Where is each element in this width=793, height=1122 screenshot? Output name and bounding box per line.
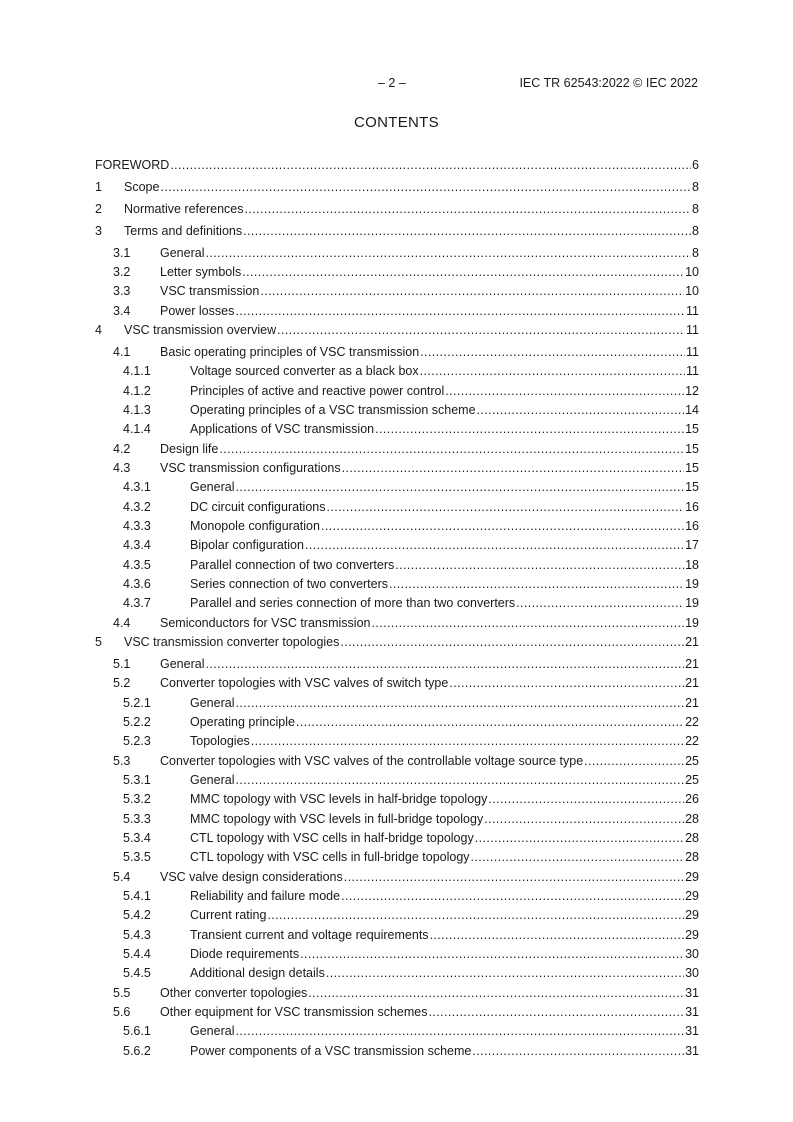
toc-entry[interactable] [95,657,699,676]
dot-leader [160,180,691,194]
toc-entry-number: 3.4 [113,303,131,318]
toc-entry-title: MMC topology with VSC levels in half-bridge topology [190,792,488,807]
dot-leader [305,538,684,552]
toc-entry[interactable] [95,246,699,265]
toc-entry-page: 21 [685,656,699,671]
toc-entry-number: 4.1.4 [123,422,151,437]
toc-entry-title: Parallel and series connection of more than two converters [190,596,516,611]
dot-leader [475,831,684,845]
toc-entry-page: 6 [692,158,699,172]
toc-entry[interactable] [95,773,699,792]
toc-entry-number: 4.1 [113,344,131,359]
toc-entry[interactable] [95,384,699,403]
toc-entry[interactable] [95,224,699,246]
toc-entry-number: 5.2.1 [123,695,151,710]
toc-entry[interactable] [95,889,699,908]
toc-entry-number: 5.2.2 [123,714,151,729]
toc-entry-page: 15 [685,441,699,456]
toc-entry-title: Current rating [190,908,267,923]
toc-entry-page: 30 [685,966,699,981]
toc-entry-title: Additional design details [190,966,325,981]
toc-entry-title: Scope [124,179,160,194]
toc-entry-number: 5.3 [113,753,131,768]
toc-entry-number: 4.1.3 [123,402,151,417]
dot-leader [260,284,684,298]
toc-entry[interactable] [95,635,699,657]
toc-entry-title: Principles of active and reactive power control [190,383,445,398]
toc-entry[interactable] [95,812,699,831]
toc-entry-page: 17 [685,538,699,553]
dot-leader [341,889,684,903]
toc-entry[interactable] [95,696,699,715]
dot-leader [321,519,684,533]
dot-leader [449,676,684,690]
dot-leader [484,812,684,826]
toc-entry[interactable] [95,180,699,202]
toc-entry-page: 14 [685,402,699,417]
toc-entry-page: 21 [685,676,699,691]
toc-entry[interactable] [95,986,699,1005]
toc-entry-page: 10 [685,264,699,279]
toc-entry-title: Basic operating principles of VSC transmission [160,344,420,359]
toc-entry[interactable] [95,519,699,538]
toc-entry-number: 4.3.3 [123,518,151,533]
toc-entry-title: Normative references [124,201,244,216]
toc-entry-number: 5.2 [113,676,131,691]
dot-leader [584,754,684,768]
toc-entry-number: 3.1 [113,245,131,260]
toc-entry-title: DC circuit configurations [190,499,326,514]
toc-entry[interactable] [95,676,699,695]
toc-entry-title: Reliability and failure mode [190,889,341,903]
toc-entry-title: VSC transmission overview [124,322,277,337]
dot-leader [420,345,685,359]
toc-entry[interactable] [95,500,699,519]
dot-leader [472,1044,684,1058]
dot-leader [243,224,691,238]
toc-entry-title: Operating principle [190,714,295,729]
toc-entry-number: 5.4 [113,869,131,884]
toc-entry-number: 5.4.2 [123,908,151,923]
toc-entry-title: Other converter topologies [160,985,308,1000]
toc-entry-title: VSC transmission configurations [160,460,341,475]
toc-entry-number: 4 [95,322,102,337]
page-number: – 2 – [378,76,406,90]
dot-leader [516,596,684,610]
toc-entry-title: Voltage sourced converter as a black box [190,364,419,379]
toc-entry-title: Terms and definitions [124,223,243,238]
toc-entry-number: 5.3.1 [123,772,151,787]
toc-entry-page: 16 [685,518,699,533]
toc-entry-number: 4.3 [113,460,131,475]
dot-leader [205,657,684,671]
dot-leader [235,773,684,787]
toc-entry-page: 21 [685,695,699,710]
toc-entry-number: 5.6.2 [123,1043,151,1058]
toc-entry-page: 19 [685,576,699,591]
toc-entry[interactable] [95,908,699,927]
toc-entry-page: 19 [685,615,699,630]
toc-entry-title: VSC transmission converter topologies [124,634,340,649]
toc-entry[interactable] [95,715,699,734]
dot-leader [242,265,684,279]
toc-entry-page: 11 [686,322,699,337]
toc-entry-title: Diode requirements [190,947,300,962]
toc-entry-page: 31 [685,985,699,1000]
toc-entry[interactable] [95,850,699,869]
dot-leader [445,384,684,398]
toc-entry-page: 29 [685,908,699,923]
toc-entry-title: General [160,656,205,671]
dot-leader [420,364,685,378]
toc-entry-number: 4.3.5 [123,557,151,572]
toc-entry-page: 8 [692,179,699,194]
toc-entry[interactable] [95,480,699,499]
toc-entry-number: 3.3 [113,284,131,299]
toc-entry-page: 10 [685,284,699,299]
toc-entry-page: 28 [685,850,699,865]
toc-entry[interactable] [95,1044,699,1063]
toc-entry[interactable] [95,461,699,480]
toc-entry-title: Parallel connection of two converters [190,557,395,572]
toc-entry-page: 28 [685,830,699,845]
dot-leader [395,558,684,572]
dot-leader [277,323,685,337]
toc-entry-page: 16 [685,499,699,514]
dot-leader [488,792,684,806]
toc-entry-page: 26 [685,792,699,807]
dot-leader [344,870,684,884]
toc-entry[interactable] [95,831,699,850]
toc-entry-title: Topologies [190,734,250,749]
toc-entry-number: 1 [95,179,102,194]
toc-entry-page: 31 [685,1005,699,1020]
toc-entry-number: 5.4.4 [123,947,151,962]
dot-leader [326,500,684,514]
toc-entry-title: General [190,1024,235,1039]
toc-entry-page: 22 [685,714,699,729]
toc-entry-title: VSC valve design considerations [160,869,343,884]
toc-entry-page: 8 [692,223,699,238]
toc-entry-page: 28 [685,811,699,826]
toc-entry[interactable] [95,304,699,323]
document-reference: IEC TR 62543:2022 © IEC 2022 [519,76,698,90]
toc-entry-title: Power components of a VSC transmission scheme [190,1043,472,1058]
toc-entry-title: Applications of VSC transmission [190,422,375,437]
toc-entry-number: 5.3.4 [123,830,151,845]
dot-leader [245,202,692,216]
toc-entry-title: Monopole configuration [190,518,320,533]
toc-entry[interactable] [95,870,699,889]
toc-entry[interactable] [95,1024,699,1043]
dot-leader [235,304,685,318]
toc-entry[interactable] [95,202,699,224]
toc-entry-title: Bipolar configuration [190,538,304,553]
contents-title: CONTENTS [354,114,439,131]
toc-entry-number: 5.6.1 [123,1024,151,1039]
toc-entry-title: CTL topology with VSC cells in full-bridge topology [190,850,470,865]
toc-entry[interactable] [95,422,699,441]
dot-leader [267,908,684,922]
toc-entry-page: 15 [685,460,699,475]
dot-leader [430,928,685,942]
dot-leader [340,635,684,649]
toc-entry[interactable] [95,947,699,966]
toc-entry-title: Converter topologies with VSC valves of the controllable voltage source type [160,753,584,768]
toc-entry-page: 30 [685,947,699,962]
toc-entry-page: 31 [685,1043,699,1058]
toc-entry-number: 5.5 [113,985,131,1000]
toc-entry[interactable] [95,577,699,596]
toc-entry-page: 29 [685,927,699,942]
toc-entry-page: 12 [685,383,699,398]
toc-entry-title: Converter topologies with VSC valves of switch type [160,676,449,691]
toc-entry-page: 25 [685,753,699,768]
dot-leader [372,616,685,630]
toc-entry-number: 5.6 [113,1005,131,1020]
toc-entry-page: 22 [685,734,699,749]
toc-entry-page: 11 [686,303,699,318]
toc-entry-page: 19 [685,596,699,611]
dot-leader [205,246,691,260]
toc-entry-number: 2 [95,201,102,216]
dot-leader [308,986,684,1000]
toc-entry-number: 5.4.3 [123,927,151,942]
toc-entry[interactable] [95,345,699,364]
toc-entry-title: CTL topology with VSC cells in half-bridge topology [190,830,474,845]
toc-entry[interactable] [95,323,699,345]
toc-entry[interactable] [95,754,699,773]
toc-entry-number: 5.2.3 [123,734,151,749]
dot-leader [375,422,684,436]
toc-entry-page: 8 [692,245,699,260]
toc-entry-title: General [190,480,235,495]
dot-leader [170,158,691,172]
toc-entry-number: 5.4.5 [123,966,151,981]
toc-entry-number: 4.1.1 [123,364,151,379]
toc-entry-title: MMC topology with VSC levels in full-bridge topology [190,811,484,826]
toc-entry-number: 5.3.3 [123,811,151,826]
toc-entry-title: Semiconductors for VSC transmission [160,615,371,630]
toc-entry-number: 5.1 [113,656,131,671]
toc-entry[interactable] [95,265,699,284]
dot-leader [428,1005,684,1019]
toc-entry-number: 5 [95,634,102,649]
toc-entry-number: 4.3.6 [123,576,151,591]
toc-entry-number: 5.3.5 [123,850,151,865]
toc-entry-title: FOREWORD [95,158,170,172]
toc-entry-title: Letter symbols [160,264,242,279]
toc-entry-page: 31 [685,1024,699,1039]
toc-entry-number: 5.3.2 [123,792,151,807]
dot-leader [300,947,684,961]
toc-entry-page: 15 [685,480,699,495]
toc-entry-page: 25 [685,772,699,787]
toc-entry-title: VSC transmission [160,284,260,299]
dot-leader [235,480,684,494]
dot-leader [251,734,684,748]
dot-leader [296,715,684,729]
toc-entry-number: 4.4 [113,615,131,630]
dot-leader [471,850,685,864]
dot-leader [235,1024,684,1038]
toc-entry[interactable] [95,928,699,947]
toc-entry-title: Other equipment for VSC transmission schemes [160,1005,428,1020]
toc-entry-page: 11 [686,364,699,379]
toc-entry-title: Operating principles of a VSC transmission scheme [190,402,476,417]
toc-entry-page: 15 [685,422,699,437]
toc-entry-number: 4.2 [113,441,131,456]
toc-entry-number: 4.3.7 [123,596,151,611]
toc-entry-title: Series connection of two converters [190,576,389,591]
toc-entry-title: Power losses [160,303,235,318]
dot-leader [342,461,684,475]
toc-entry[interactable] [95,734,699,753]
toc-entry[interactable] [95,442,699,461]
toc-entry-number: 4.3.2 [123,499,151,514]
toc-entry[interactable] [95,966,699,985]
toc-entry-page: 29 [685,869,699,884]
toc-entry-page: 21 [685,634,699,649]
toc-entry-title: General [190,772,235,787]
toc-entry[interactable] [95,364,699,383]
toc-entry[interactable] [95,792,699,811]
toc-entry[interactable] [95,284,699,303]
table-of-contents [95,158,699,1063]
toc-entry[interactable] [95,596,699,615]
toc-entry-number: 3.2 [113,264,131,279]
toc-entry-number: 4.3.1 [123,480,151,495]
dot-leader [477,403,685,417]
toc-entry-page: 11 [686,344,699,359]
toc-entry-title: Transient current and voltage requirements [190,927,429,942]
toc-entry-page: 29 [685,889,699,903]
dot-leader [326,966,684,980]
toc-entry-title: General [190,695,235,710]
toc-entry-title: Design life [160,441,219,456]
dot-leader [235,696,684,710]
dot-leader [219,442,684,456]
toc-entry-page: 18 [685,557,699,572]
toc-entry[interactable] [95,403,699,422]
toc-entry-page: 8 [692,201,699,216]
toc-entry[interactable] [95,1005,699,1024]
toc-entry-number: 4.1.2 [123,383,151,398]
toc-entry-number: 4.3.4 [123,538,151,553]
toc-entry[interactable] [95,158,699,180]
toc-entry[interactable] [95,538,699,557]
dot-leader [389,577,684,591]
toc-entry[interactable] [95,558,699,577]
toc-entry-title: General [160,245,205,260]
toc-entry[interactable] [95,616,699,635]
toc-entry-number: 3 [95,223,102,238]
toc-entry-number: 5.4.1 [123,889,151,903]
